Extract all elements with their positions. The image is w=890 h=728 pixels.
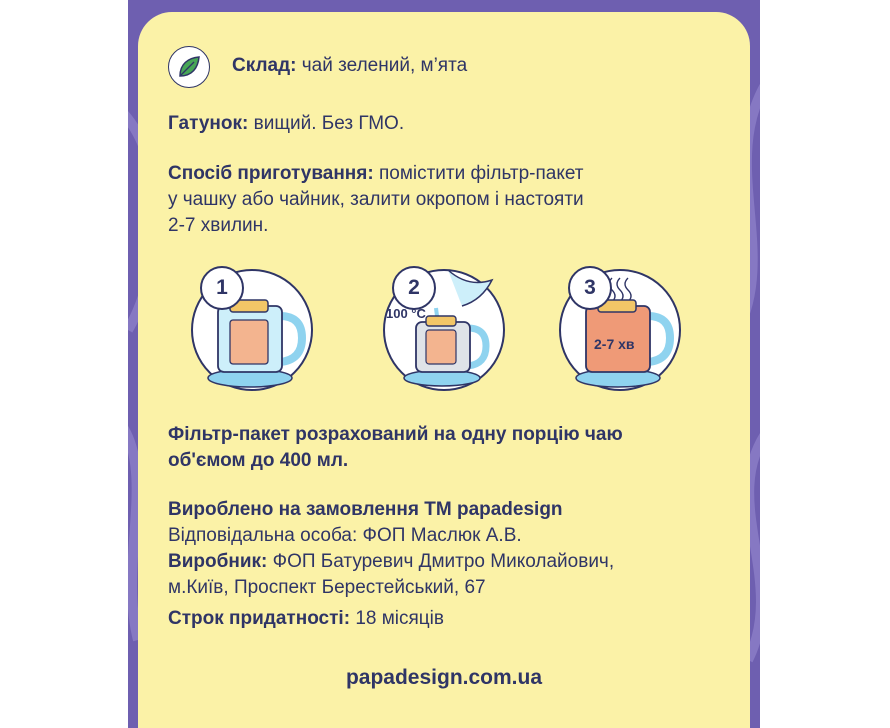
step-number-3: 3 [568, 266, 612, 310]
composition-value: чай зелений, м’ята [301, 55, 468, 76]
portion-line-1: Фільтр-пакет розрахований на одну порцію чаю [168, 424, 623, 445]
method-text-3: 2-7 хвилин. [168, 215, 269, 236]
grade-row [168, 111, 404, 137]
step-1 [190, 256, 314, 392]
shelf-life-label: Строк придатності: [168, 608, 351, 629]
leaf-badge [168, 46, 210, 88]
product-info-card [138, 12, 750, 728]
producer-row [168, 549, 614, 575]
shelf-life-value: 18 місяців [355, 608, 444, 629]
producer-label: Виробник: [168, 551, 268, 572]
producer-address: м.Київ, Проспект Берестейський, 67 [168, 577, 486, 598]
grade-label: Гатунок: [168, 113, 249, 134]
made-for-line-2: Відповідальна особа: ФОП Маслюк А.В. [168, 525, 522, 546]
made-for-line-1: Вироблено на замовлення ТМ papadesign [168, 499, 563, 520]
step-3 [558, 256, 682, 392]
shelf-life-row [168, 606, 444, 632]
portion-line-2: об'ємом до 400 мл. [168, 450, 349, 471]
method-row-1 [168, 161, 584, 187]
step-number-1: 1 [200, 266, 244, 310]
step-2 [382, 256, 506, 392]
composition-label: Склад: [232, 55, 297, 76]
method-label: Спосіб приготування: [168, 163, 374, 184]
composition-row [232, 53, 467, 79]
website-link[interactable]: papadesign.com.ua [345, 666, 543, 689]
method-text-2: у чашку або чайник, залити окропом і настояти [168, 189, 584, 210]
grade-value: вищий. Без ГМО. [253, 113, 405, 134]
temperature-label: 100 °C [386, 306, 426, 321]
leaf-icon [176, 54, 202, 80]
producer-value: ФОП Батуревич Дмитро Миколайович, [272, 551, 615, 572]
method-text-1: помістити фільтр-пакет [378, 163, 584, 184]
brew-time-label: 2-7 хв [594, 336, 635, 352]
step-number-2: 2 [392, 266, 436, 310]
